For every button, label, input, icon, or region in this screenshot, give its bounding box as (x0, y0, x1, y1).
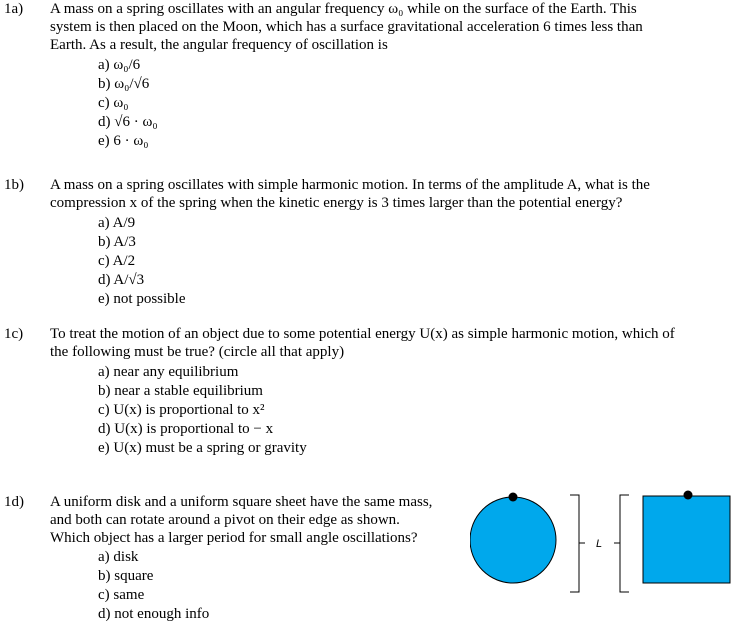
left-bracket (570, 495, 579, 592)
stem-line: compression x of the spring when the kinetic energy is 3 times larger than the potential energy? (50, 195, 623, 211)
dimension-label: L (595, 538, 603, 550)
options-list (98, 56, 158, 151)
option-b[interactable]: b) square (98, 568, 154, 584)
right-bracket (620, 495, 629, 592)
stem-line: system is then placed on the Moon, which has a surface gravitational acceleration 6 times less than (50, 19, 643, 35)
stem-line: A mass on a spring oscillates with simple harmonic motion. In terms of the amplitude A, what is the (50, 177, 650, 193)
disk-and-square-figure (470, 488, 750, 598)
option-e[interactable]: e) not possible (98, 291, 186, 307)
option-d[interactable]: d) A/√3 (98, 272, 145, 288)
stem-line: A mass on a spring oscillates with an angular frequency ω₀ while on the surface of the Earth. This (50, 1, 637, 17)
option-d[interactable]: d) √6 · ω₀ (98, 114, 158, 130)
options-list (98, 548, 209, 624)
option-a[interactable]: a) A/9 (98, 215, 136, 231)
option-a[interactable]: a) disk (98, 549, 139, 565)
option-d[interactable]: d) not enough info (98, 606, 210, 622)
stem-line: A uniform disk and a uniform square sheet have the same mass, (50, 494, 433, 510)
square-pivot-point (684, 491, 693, 500)
option-a[interactable]: a) ω₀/6 (98, 57, 141, 73)
option-b[interactable]: b) near a stable equilibrium (98, 383, 263, 399)
question-stem (50, 325, 675, 361)
option-a[interactable]: a) near any equilibrium (98, 364, 239, 380)
disk-pivot-point (509, 493, 518, 502)
options-list (98, 363, 307, 458)
stem-line: To treat the motion of an object due to some potential energy U(x) as simple harmonic motion, which of (50, 326, 675, 342)
option-c[interactable]: c) ω₀ (98, 95, 129, 111)
question-number: 1c) (4, 326, 24, 342)
option-b[interactable]: b) ω₀/√6 (98, 76, 150, 92)
stem-line: Which object has a larger period for small angle oscillations? (50, 530, 418, 546)
stem-line: Earth. As a result, the angular frequency of oscillation is (50, 37, 388, 53)
question-number: 1a) (4, 1, 24, 17)
uniform-square-sheet (643, 496, 730, 583)
option-e[interactable]: e) U(x) must be a spring or gravity (98, 440, 307, 456)
option-c[interactable]: c) same (98, 587, 145, 603)
question-stem (50, 0, 643, 54)
question-number: 1d) (4, 494, 24, 510)
question-stem (50, 493, 432, 547)
option-c[interactable]: c) A/2 (98, 253, 136, 269)
question-stem (50, 176, 650, 212)
stem-line: the following must be true? (circle all that apply) (50, 344, 345, 360)
option-e[interactable]: e) 6 · ω₀ (98, 133, 149, 149)
options-list (98, 214, 186, 309)
option-c[interactable]: c) U(x) is proportional to x² (98, 402, 265, 418)
question-number: 1b) (4, 177, 24, 193)
uniform-disk (470, 497, 556, 583)
option-d[interactable]: d) U(x) is proportional to − x (98, 421, 274, 437)
option-b[interactable]: b) A/3 (98, 234, 136, 250)
stem-line: and both can rotate around a pivot on their edge as shown. (50, 512, 400, 528)
